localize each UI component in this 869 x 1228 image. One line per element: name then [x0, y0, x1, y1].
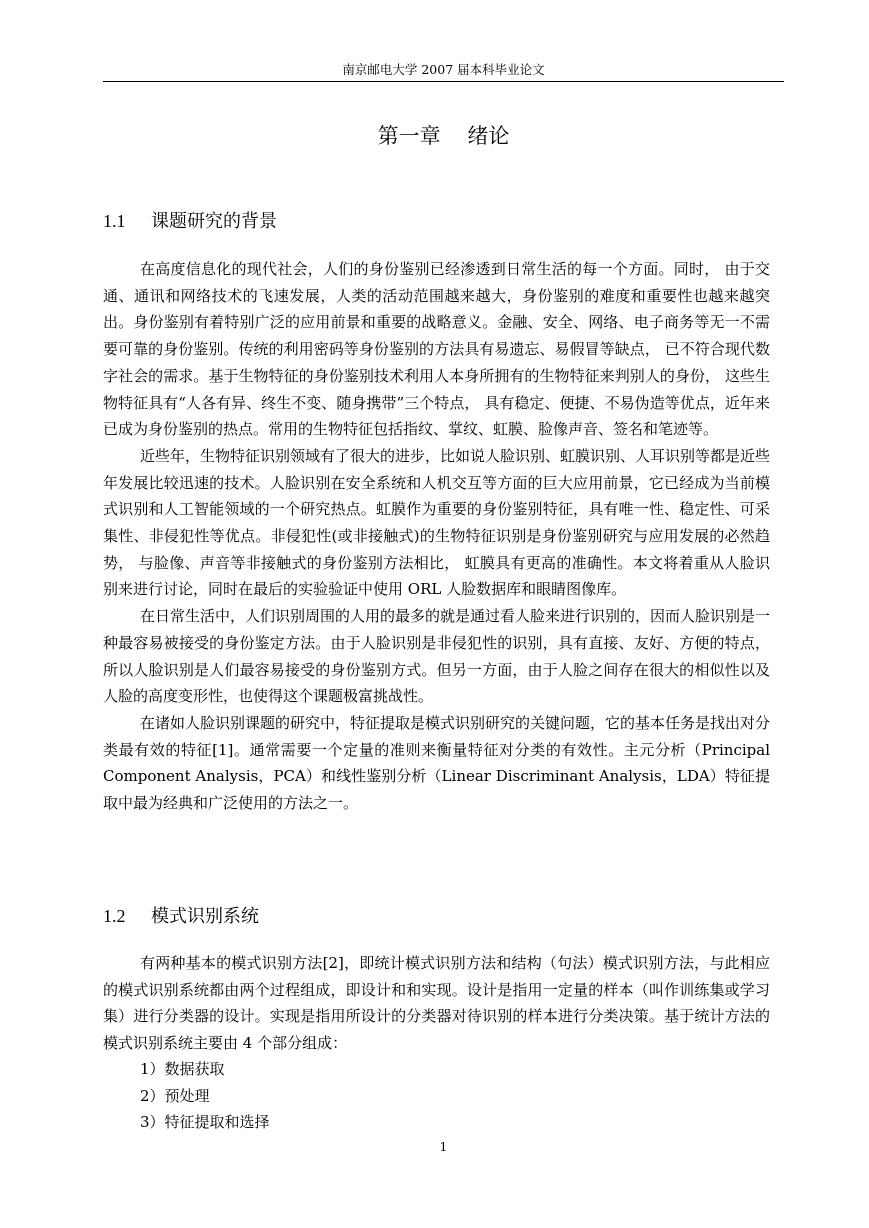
list-item: 1）数据获取 [140, 1060, 225, 1078]
list-item: 3）特征提取和选择 [140, 1113, 270, 1132]
header-divider [103, 81, 784, 82]
section-heading-1-1 [103, 209, 784, 234]
running-header: 南京邮电大学 2007 届本科毕业论文 [342, 62, 545, 77]
section-number: 1.1 [103, 211, 126, 231]
component-list [140, 1056, 770, 1136]
paragraph: 在日常生活中，人们识别周围的人用的最多的就是通过看人脸来进行识别的，因而人脸识别是一种最容易被接受的身份鉴定方法。由于人脸识别是非侵犯性的识别，具有直接、友好、方便的特点，所以人脸识别是人们最容易接受的身份鉴别方式。但另一方面，由于人脸之间存在很大的相似性以及人脸的高度变形性，也使得这个课题极富挑战性。 [103, 607, 771, 706]
section-title: 模式识别系统 [151, 906, 259, 927]
section-title: 课题研究的背景 [151, 211, 277, 232]
paragraph: 在高度信息化的现代社会，人们的身份鉴别已经渗透到日常生活的每一个方面。同时， 由于交通、通讯和网络技术的飞速发展，人类的活动范围越来越大，身份鉴别的难度和重要性也越来越突出。身份鉴别有着特别广泛的应用前景和重要的战略意义。金融、安全、网络、电子商务等无一不需要可靠的身份鉴别。传统的利用密码等身份鉴别的方法具有易遗忘、易假冒等缺点， 已不符合现代数字社会的需求。基于生物特征的身份鉴别技术利用人本身所拥有的生物特征来判别人的身份， 这些生物特征具有“人各有异、终生不变、随身携带”三个特点， 具有稳定、便捷、不易伪造等优点，近年来已成为身份鉴别的热点。常用的生物特征包括指纹、掌纹、虹膜、脸像声音、签名和笔迹等。 [103, 260, 770, 439]
section-1-1-body [103, 256, 770, 817]
section-heading-1-2 [103, 904, 784, 929]
chapter-title: 第一章 绪论 [377, 124, 510, 148]
section-1-2-body [103, 950, 770, 1057]
paragraph: 在诸如人脸识别课题的研究中，特征提取是模式识别研究的关键问题，它的基本任务是找出对分类最有效的特征[1]。通常需要一个定量的准则来衡量特征对分类的有效性。主元分析（Principal Component Analysis，PCA）和线性鉴别分析（Linear Discriminant Analysis，LDA）特征提取中最为经典和广泛使用的方法之一。 [103, 713, 771, 813]
list-item: 2）预处理 [140, 1086, 210, 1105]
section-number: 1.2 [103, 906, 126, 926]
paragraph: 近些年，生物特征识别领域有了很大的进步，比如说人脸识别、虹膜识别、人耳识别等都是近些年发展比较迅速的技术。人脸识别在安全系统和人机交互等方面的巨大应用前景，它已经成为当前模式识别和人工智能领域的一个研究热点。虹膜作为重要的身份鉴别特征，具有唯一性、稳定性、可采集性、非侵犯性等优点。非侵犯性(或非接触式)的生物特征识别是身份鉴别研究与应用发展的必然趋势， 与脸像、声音等非接触式的身份鉴别方法相比， 虹膜具有更高的准确性。本文将着重从人脸识别来进行讨论，同时在最后的实验验证中使用 ORL 人脸数据库和眼睛图像库。 [103, 446, 771, 599]
page-number: 1 [439, 1140, 448, 1154]
paragraph: 有两种基本的模式识别方法[2]，即统计模式识别方法和结构（句法）模式识别方法，与此相应的模式识别系统都由两个过程组成，即设计和和实现。设计是指用一定量的样本（叫作训练集或学习集）进行分类器的设计。实现是指用所设计的分类器对待识别的样本进行分类决策。基于统计方法的模式识别系统主要由 4 个部分组成： [103, 954, 770, 1053]
